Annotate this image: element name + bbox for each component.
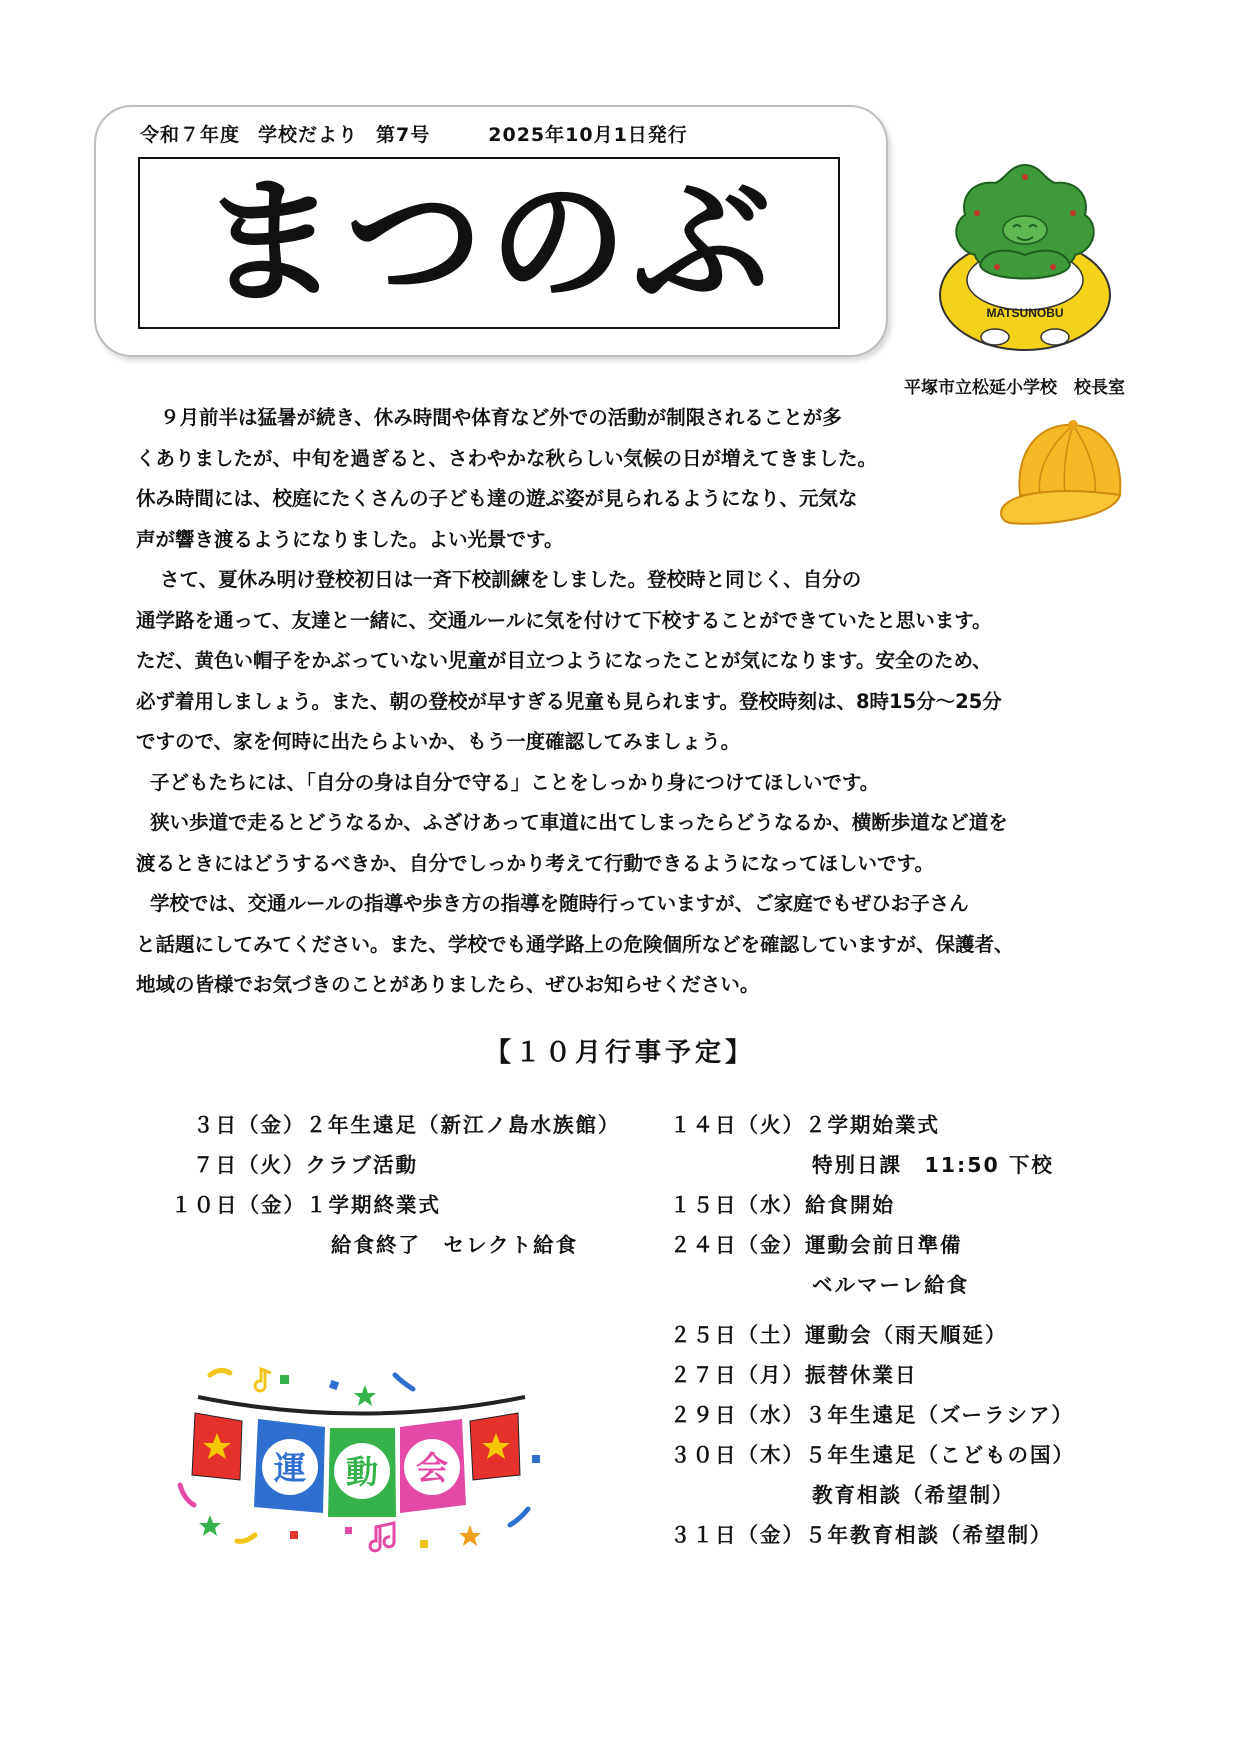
body-line: 渡るときにはどうするべきか、自分でしっかり考えて行動できるようになってほしいです。 — [136, 851, 934, 875]
events-title: 【１０月行事予定】 — [484, 1038, 755, 1068]
event-item: ２４日（金）運動会前日準備 — [670, 1233, 963, 1257]
event-item: 教育相談（希望制） — [812, 1483, 1015, 1507]
header-meta — [140, 120, 706, 147]
page-title: まつのぶ — [200, 162, 777, 323]
issue-date: 2025年10月1日発行 — [488, 124, 688, 146]
sports-day-banner-icon — [170, 1355, 550, 1575]
body-line: さて、夏休み明け登校初日は一斉下校訓練をしました。登校時と同じく、自分の — [160, 568, 862, 591]
mascot-label: MATSUNOBU — [986, 306, 1064, 320]
newsletter-name: 学校だより — [258, 124, 359, 146]
body-line: 必ず着用しましょう。また、朝の登校が早すぎる児童も見られます。登校時刻は、8時15分～25分 — [136, 689, 1002, 713]
body-line: 地域の皆様でお気づきのことがありましたら、ぜひお知らせください。 — [136, 973, 760, 996]
pine-tree-mascot-icon — [925, 155, 1125, 355]
event-item: １５日（水）給食開始 — [670, 1193, 895, 1217]
event-item: 特別日課 11:50 下校 — [812, 1153, 1054, 1177]
event-item: ２７日（月）振替休業日 — [670, 1363, 918, 1387]
body-line: ただ、黄色い帽子をかぶっていない児童が目立つようになったことが気になります。安全のため、 — [136, 649, 992, 672]
title-frame — [138, 157, 840, 329]
body-text — [136, 398, 1116, 1006]
event-item: １４日（火）２学期始業式 — [670, 1113, 940, 1137]
body-line: くありましたが、中旬を過ぎると、さわやかな秋らしい気候の日が増えてきました。 — [136, 446, 878, 470]
event-item: １０日（金）１学期終業式 — [171, 1193, 441, 1217]
body-line: と話題にしてみてください。また、学校でも通学路上の危険個所などを確認していますが、保護者、 — [136, 932, 1014, 956]
event-item: ２５日（土）運動会（雨天順延） — [670, 1323, 1008, 1347]
event-item: ３１日（金）５年教育相談（希望制） — [670, 1523, 1053, 1547]
banner-char: 会 — [415, 1449, 449, 1487]
issue-year: 令和７年度 — [140, 124, 241, 146]
event-item: ベルマーレ給食 — [812, 1273, 970, 1297]
body-line: 子どもたちには、「自分の身は自分で守る」ことをしっかり身につけてほしいです。 — [150, 770, 880, 794]
event-item: 給食終了 セレクト給食 — [331, 1233, 579, 1257]
banner-char: 運 — [273, 1449, 307, 1487]
school-name: 平塚市立松延小学校 校長室 — [904, 378, 1125, 398]
event-item: ３日（金）２年生遠足（新江ノ島水族館） — [193, 1113, 621, 1137]
body-line: ですので、家を何時に出たらよいか、もう一度確認してみましょう。 — [136, 730, 741, 753]
body-line: 学校では、交通ルールの指導や歩き方の指導を随時行っていますが、ご家庭でもぜひお子さん — [150, 892, 969, 915]
event-item: ２９日（水）３年生遠足（ズーラシア） — [670, 1403, 1074, 1427]
banner-char: 動 — [345, 1453, 379, 1491]
event-item: ７日（火）クラブ活動 — [193, 1153, 418, 1177]
event-item: ３０日（木）５年生遠足（こどもの国） — [670, 1443, 1075, 1467]
body-line: ９月前半は猛暑が続き、休み時間や体育など外での活動が制限されることが多 — [160, 406, 842, 429]
body-line: 声が響き渡るようになりました。よい光景です。 — [136, 527, 564, 551]
issue-number: 第7号 — [376, 124, 431, 146]
body-line: 狭い歩道で走るとどうなるか、ふざけあって車道に出てしまったらどうなるか、横断歩道など道を — [150, 811, 1008, 834]
body-line: 通学路を通って、友達と一緒に、交通ルールに気を付けて下校することができていたと思います。 — [136, 608, 992, 632]
body-line: 休み時間には、校庭にたくさんの子ども達の遊ぶ姿が見られるようになり、元気な — [136, 487, 858, 510]
